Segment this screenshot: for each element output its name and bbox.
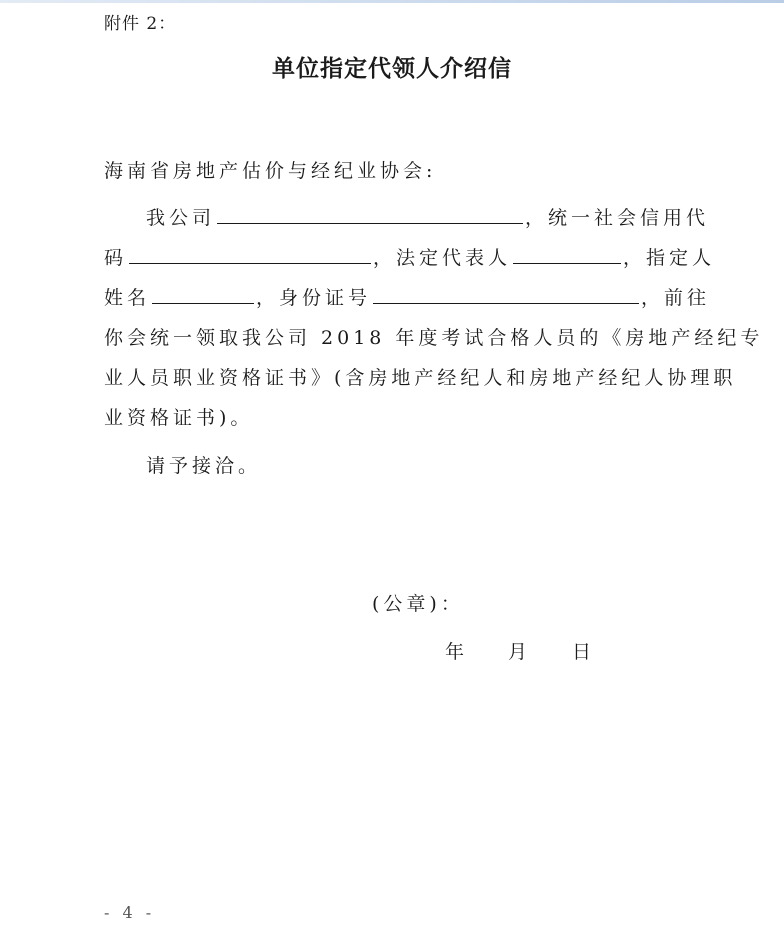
document-title: 单位指定代领人介绍信 (272, 55, 512, 82)
designee-name-blank[interactable] (152, 284, 254, 304)
legal-rep-blank[interactable] (513, 244, 621, 264)
legal-rep-label: ，法定代表人 (373, 247, 512, 269)
code-label-cont: 码 (104, 247, 128, 269)
body-line-5: 业人员职业资格证书》(含房地产经纪人和房地产经纪人协理职 (104, 367, 737, 389)
body-line-4: 你会统一领取我公司 2018 年度考试合格人员的《房地产经纪专 (104, 327, 764, 349)
name-label: 姓名 (104, 287, 151, 309)
date-month: 月 (508, 641, 532, 663)
date-day: 日 (572, 641, 596, 663)
id-number-blank[interactable] (373, 284, 639, 304)
date-year: 年 (445, 641, 469, 663)
designee-label: ，指定人 (623, 247, 716, 269)
id-number-label: ，身份证号 (256, 287, 372, 309)
go-to-label: ，前往 (641, 287, 711, 309)
company-label: 我公司 (146, 207, 216, 229)
body-line-2 (104, 243, 715, 270)
body-line-3 (104, 283, 710, 310)
credit-code-label: ，统一社会信用代 (525, 207, 710, 229)
credit-code-blank[interactable] (129, 244, 371, 264)
seal-label: (公章)： (372, 593, 464, 615)
page-number: - 4 - (104, 903, 156, 922)
recipient-line: 海南省房地产估价与经纪业协会: (104, 160, 437, 182)
closing-line: 请予接洽。 (146, 455, 262, 477)
attachment-label: 附件 2： (104, 14, 177, 34)
body-line-6: 业资格证书)。 (104, 407, 254, 429)
body-line-1 (146, 203, 709, 230)
company-name-blank[interactable] (217, 204, 523, 224)
